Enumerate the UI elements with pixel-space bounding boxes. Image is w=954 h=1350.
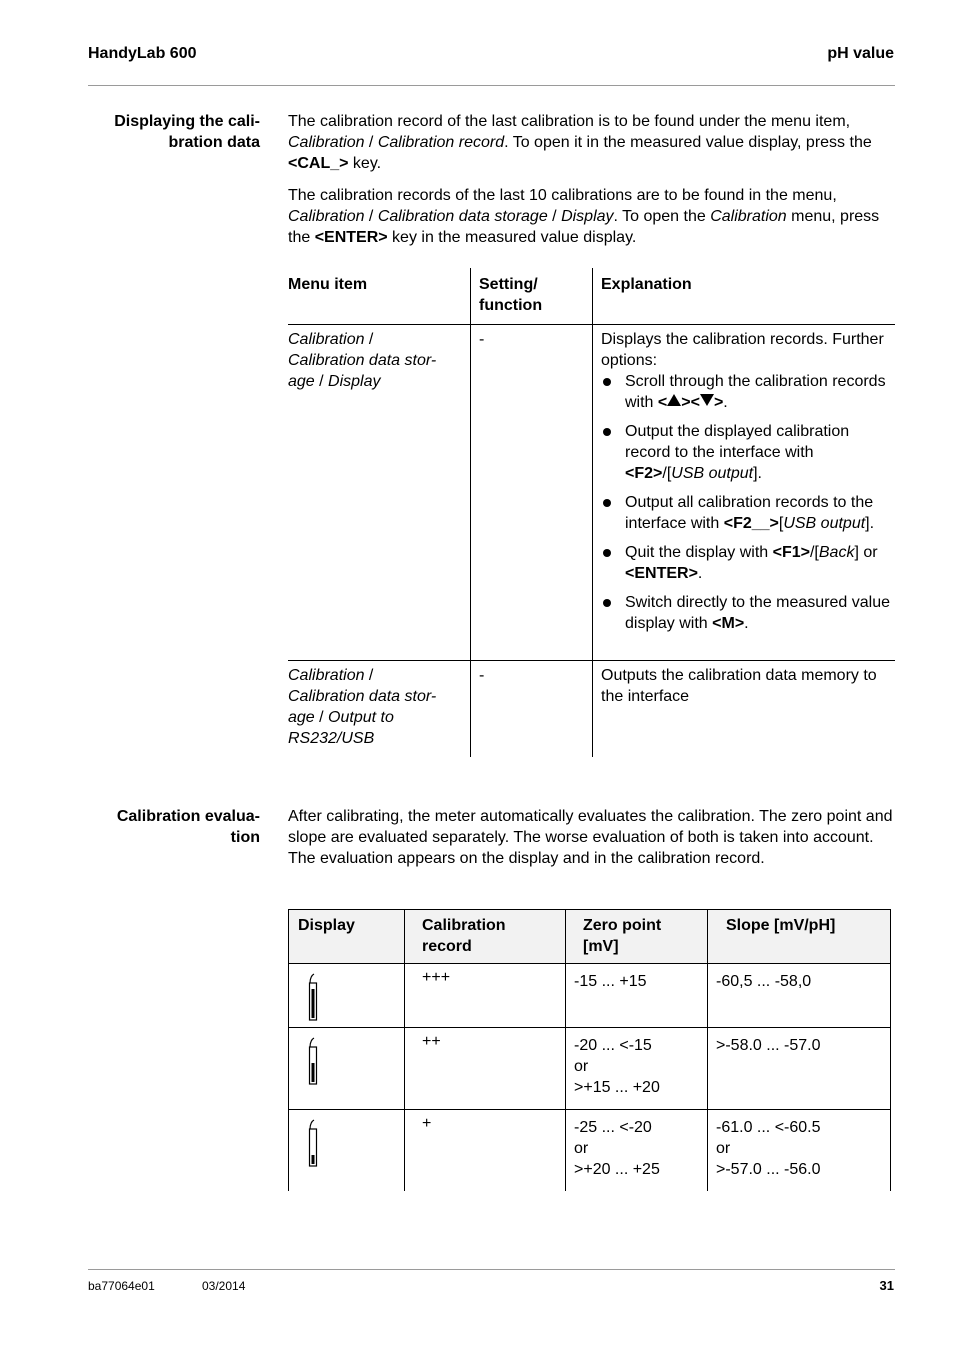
page-number: 31 (879, 1278, 894, 1293)
footer-document-number: ba77064e01 (88, 1279, 155, 1293)
header-section-title: pH value (827, 45, 894, 62)
table-cell-record: ++ (422, 1033, 441, 1050)
table-cell-slope: -60,5 ... -58,0 (716, 973, 812, 990)
paragraph-calibration-evaluation: After calibrating, the meter automatically evaluates the calibration. The zero point and slope are evaluated separately. The worse evaluation of both is taken into account. The evaluation appears on the display and in the calibration record. (288, 808, 893, 867)
header-divider (88, 85, 895, 86)
table-row-explanation-output: Outputs the calibration data memory to the interface (601, 667, 877, 705)
table-row-explanation-display: Displays the calibration records. Further options: Scroll through the calibration records with < >< >. Output the displayed calibration record to the interface with <F2>/[USB output]. Output all calibration records to the interface with <F2__>[USB output]. Quit the display with <F1>/[Back] or <ENTER>. Switch directly to the measured value display with <M>. (601, 329, 893, 634)
section-heading-calibration-evaluation: Calibration evalua- tion (116, 808, 260, 846)
arrow-up-icon (667, 394, 681, 406)
list-item: Scroll through the calibration records with < >< >. (601, 371, 893, 413)
bullet-icon (603, 549, 611, 557)
paragraph-last-10-calibrations: The calibration records of the last 10 calibrations are to be found in the menu, Calibration / Calibration data storage / Display. To open the Calibration menu, press the <ENTER> key in the measured value display. (288, 187, 880, 246)
footer-divider (88, 1269, 895, 1270)
table-row-setting: - (479, 667, 485, 684)
list-item: Switch directly to the measured value display with <M>. (601, 592, 893, 634)
table-header-menu-item: Menu item (288, 276, 368, 293)
calibration-evaluation-table (288, 909, 891, 1191)
arrow-down-icon (700, 394, 714, 406)
electrode-one-third-icon (306, 1119, 320, 1173)
table-cell-zero-point: -15 ... +15 (574, 973, 647, 990)
footer-date: 03/2014 (202, 1279, 246, 1293)
table-row-setting: - (479, 331, 485, 348)
section-heading-calibration-data: Displaying the cali- bration data (114, 113, 260, 151)
bullet-icon (603, 378, 611, 386)
bullet-icon (603, 499, 611, 507)
table-header-zero-point: Zero point [mV] (583, 917, 662, 955)
electrode-full-icon (306, 973, 320, 1027)
list-item: Quit the display with <F1>/[Back] or <ENTER>. (601, 542, 893, 584)
electrode-two-thirds-icon (306, 1037, 320, 1091)
table-header-calibration-record: Calibration record (422, 917, 506, 955)
list-item: Output all calibration records to the interface with <F2__>[USB output]. (601, 492, 893, 534)
table-cell-record: +++ (422, 969, 451, 986)
table-header-explanation: Explanation (601, 276, 692, 293)
table-cell-zero-point: -20 ... <-15 or >+15 ... +20 (574, 1037, 660, 1096)
table-cell-zero-point: -25 ... <-20 or >+20 ... +25 (574, 1119, 660, 1178)
menu-item-table (288, 268, 895, 757)
bullet-icon (603, 428, 611, 436)
table-row-menu-output: Calibration / Calibration data stor- age / Output to RS232/USB (288, 667, 437, 747)
table-cell-slope: >-58.0 ... -57.0 (716, 1037, 821, 1054)
list-item: Output the displayed calibration record to the interface with <F2>/[USB output]. (601, 421, 893, 484)
table-header-setting: Setting/ function (479, 276, 543, 314)
table-row-menu-display: Calibration / Calibration data stor- age / Display (288, 331, 437, 390)
table-header-slope: Slope [mV/pH] (726, 917, 836, 934)
header-product-title: HandyLab 600 (88, 45, 197, 62)
paragraph-last-calibration: The calibration record of the last calibration is to be found under the menu item, Calibration / Calibration record. To open it in the measured value display, press the <CAL_> key. (288, 113, 872, 172)
bullet-icon (603, 599, 611, 607)
table-header-display: Display (298, 917, 355, 934)
table-cell-record: + (422, 1115, 432, 1132)
table-cell-slope: -61.0 ... <-60.5 or >-57.0 ... -56.0 (716, 1119, 821, 1178)
